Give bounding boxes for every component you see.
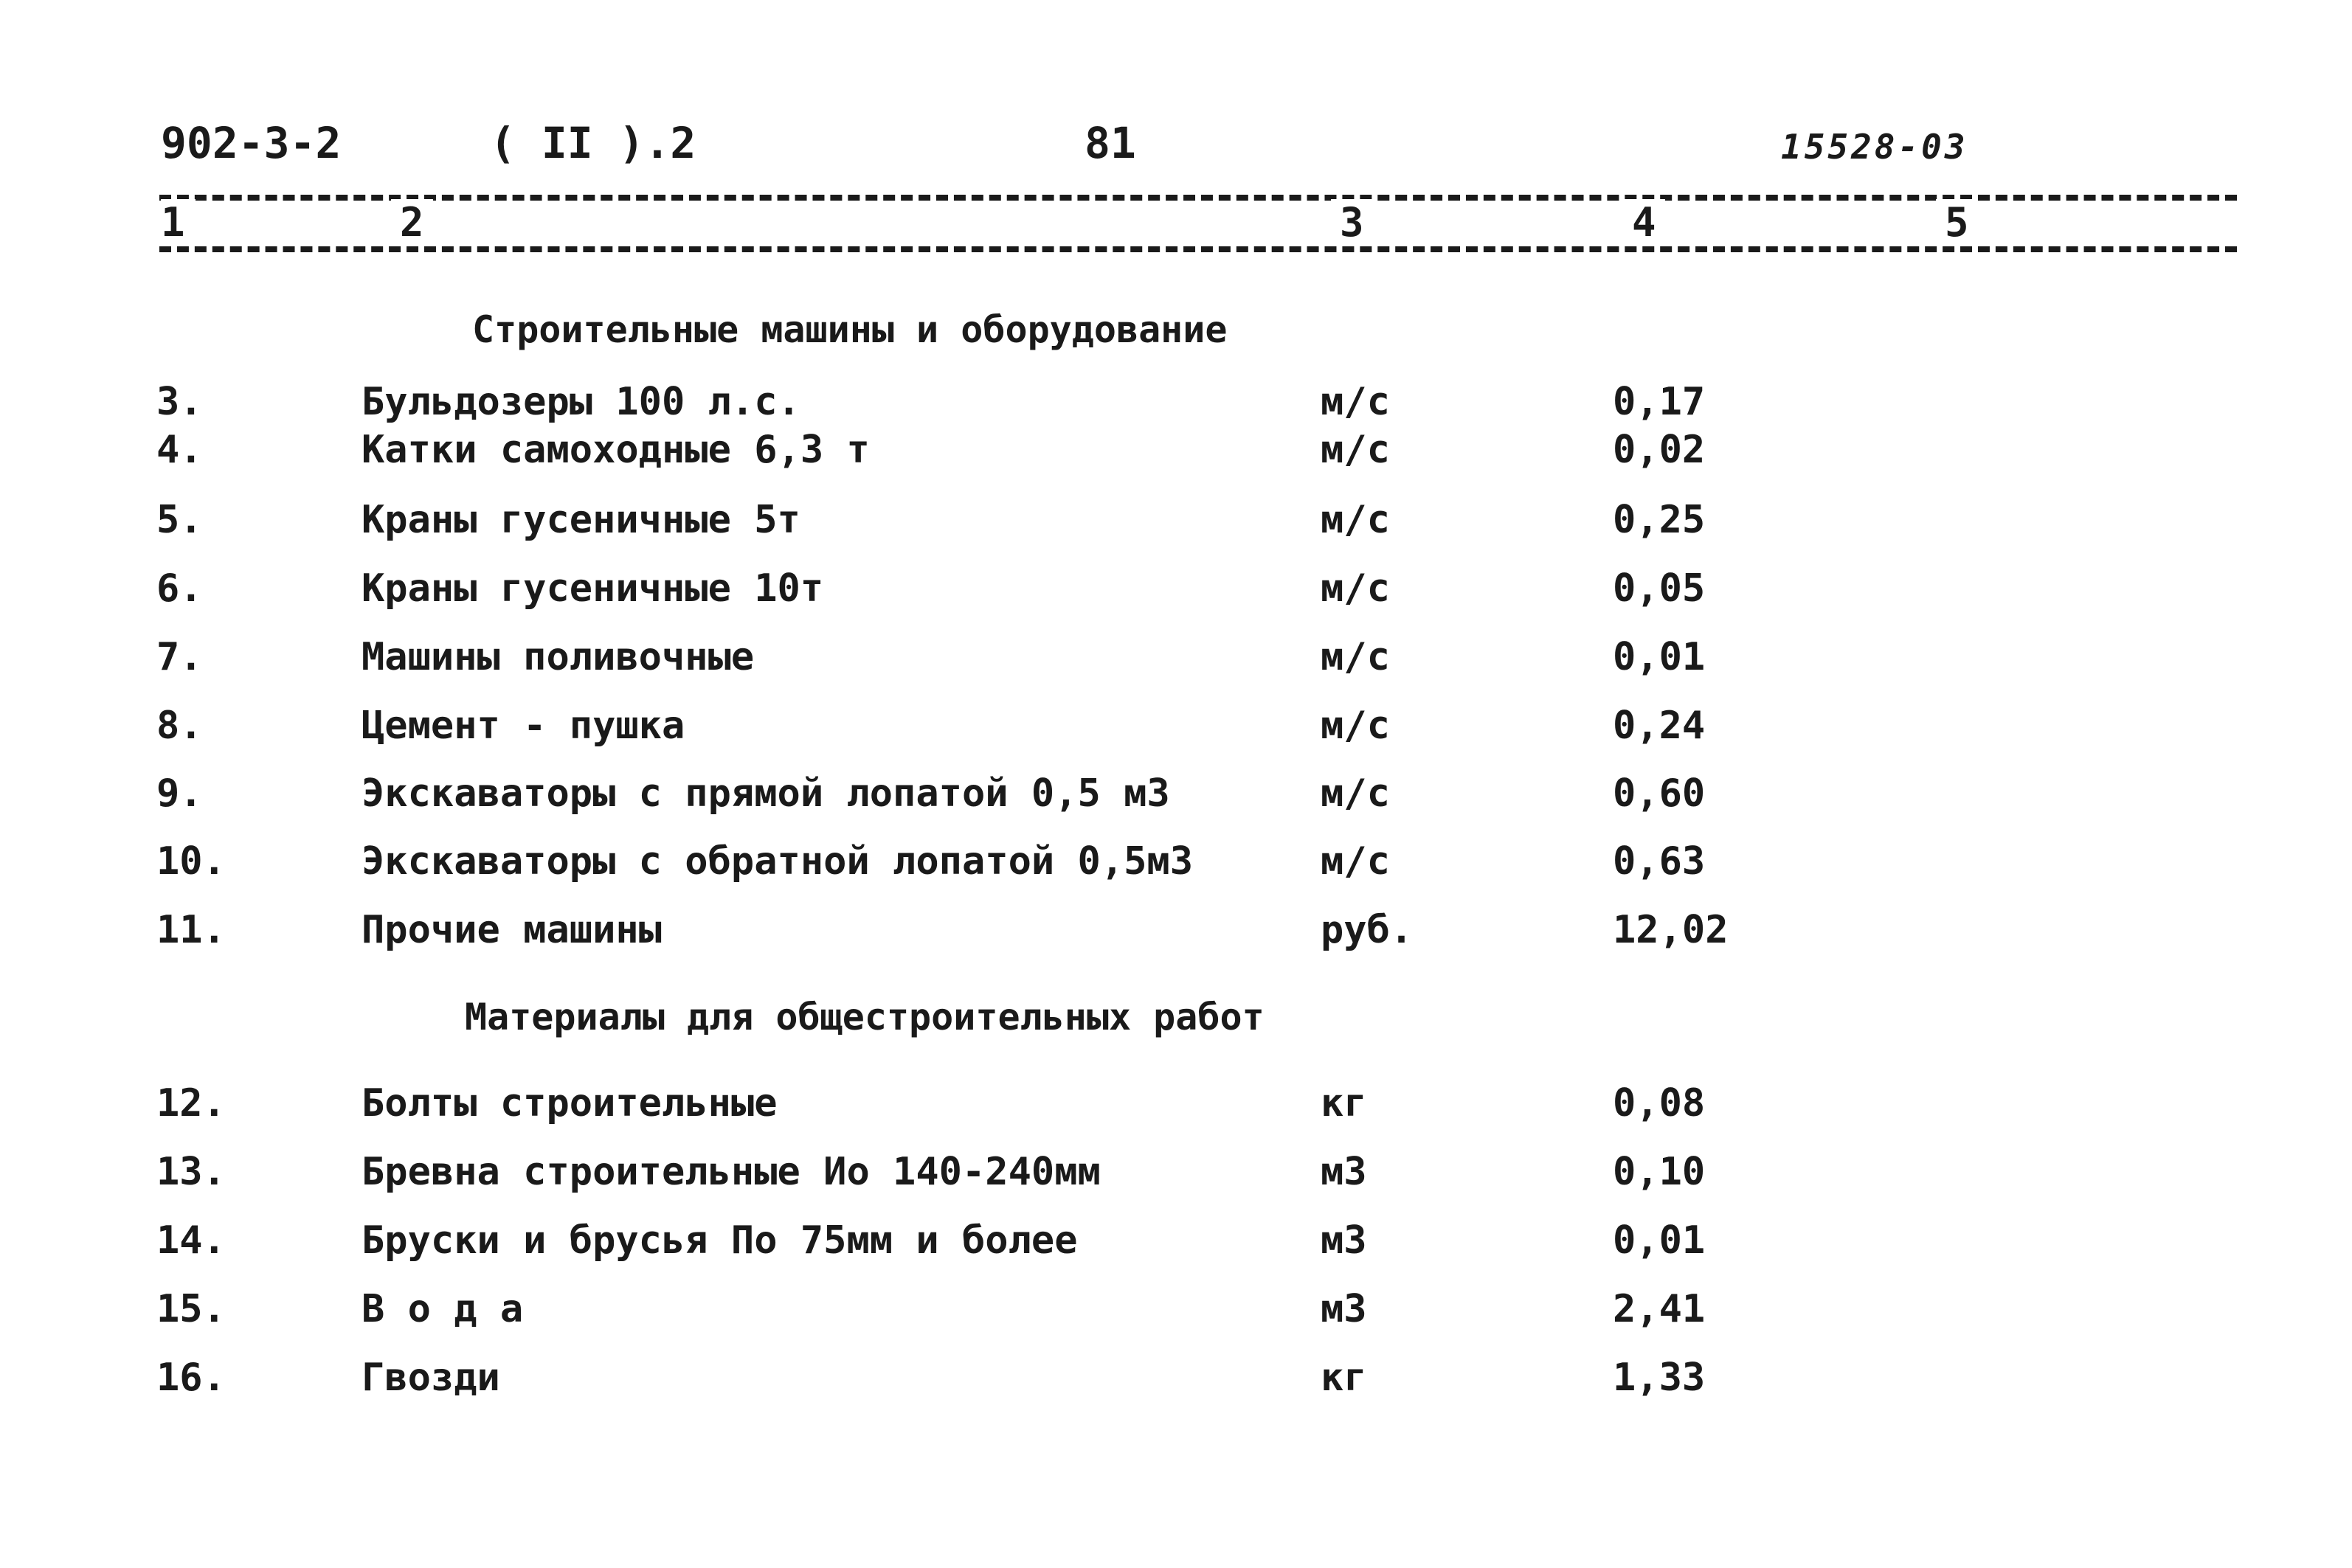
section-title: Строительные машины и оборудование [472,308,1228,351]
row-name: Краны гусеничные 5т [362,498,800,542]
row-value: 0,25 [1613,498,1706,542]
row-unit: м3 [1321,1287,1367,1331]
row-unit: м/с [1321,839,1390,884]
row-unit: руб. [1321,908,1414,952]
column-number-2: 2 [391,199,433,246]
row-name: Бруски и брусья По 75мм и более [362,1218,1078,1263]
row-name: Бревна строительные Ио 140-240мм [362,1150,1101,1194]
row-value: 0,02 [1613,428,1706,472]
row-number: 6. [156,566,203,611]
row-number: 9. [156,771,203,816]
row-unit: м/с [1321,704,1390,748]
row-number: 16. [156,1356,226,1400]
row-name: Гвозди [362,1356,500,1400]
row-number: 12. [156,1081,226,1125]
row-number: 15. [156,1287,226,1331]
row-value: 1,33 [1613,1356,1706,1400]
row-name: Бульдозеры 100 л.с. [362,380,800,424]
row-value: 0,05 [1613,566,1706,611]
row-value: 0,08 [1613,1081,1706,1125]
column-number-3: 3 [1331,199,1373,246]
row-number: 13. [156,1150,226,1194]
row-unit: кг [1321,1356,1367,1400]
row-unit: м3 [1321,1218,1367,1263]
row-unit: м/с [1321,498,1390,542]
row-value: 0,01 [1613,1218,1706,1263]
row-number: 10. [156,839,226,884]
row-number: 3. [156,380,203,424]
row-unit: м/с [1321,635,1390,679]
column-number-1: 1 [161,199,196,246]
section-title: Материалы для общестроительных работ [465,996,1265,1038]
row-name: Краны гусеничные 10т [362,566,824,611]
row-number: 7. [156,635,203,679]
top-dashed-rule [159,195,2237,201]
row-unit: м/с [1321,380,1390,424]
page-number: 81 [1085,118,1136,168]
row-name: Экскаваторы с прямой лопатой 0,5 м3 [362,771,1170,816]
row-number: 11. [156,908,226,952]
bottom-dashed-rule [159,246,2237,252]
row-unit: м3 [1321,1150,1367,1194]
row-unit: м/с [1321,428,1390,472]
row-name: Цемент - пушка [362,704,685,748]
section-designation: ( II ).2 [490,118,696,168]
row-value: 12,02 [1613,908,1729,952]
archive-number: 15528-03 [1781,127,1968,167]
row-value: 0,17 [1613,380,1706,424]
row-name: Прочие машины [362,908,662,952]
column-number-4: 4 [1623,199,1665,246]
row-unit: м/с [1321,566,1390,611]
document-code: 902-3-2 [161,118,342,168]
row-name: Болты строительные [362,1081,778,1125]
row-name: Экскаваторы с обратной лопатой 0,5м3 [362,839,1194,884]
row-value: 0,01 [1613,635,1706,679]
row-name: Машины поливочные [362,635,755,679]
row-value: 0,24 [1613,704,1706,748]
row-unit: кг [1321,1081,1367,1125]
row-name: Катки самоходные 6,3 т [362,428,870,472]
row-number: 5. [156,498,203,542]
row-unit: м/с [1321,771,1390,816]
column-number-5: 5 [1936,199,1978,246]
row-number: 4. [156,428,203,472]
row-value: 0,63 [1613,839,1706,884]
row-value: 2,41 [1613,1287,1706,1331]
row-number: 8. [156,704,203,748]
row-number: 14. [156,1218,226,1263]
row-name: В о д а [362,1287,524,1331]
row-value: 0,10 [1613,1150,1706,1194]
row-value: 0,60 [1613,771,1706,816]
